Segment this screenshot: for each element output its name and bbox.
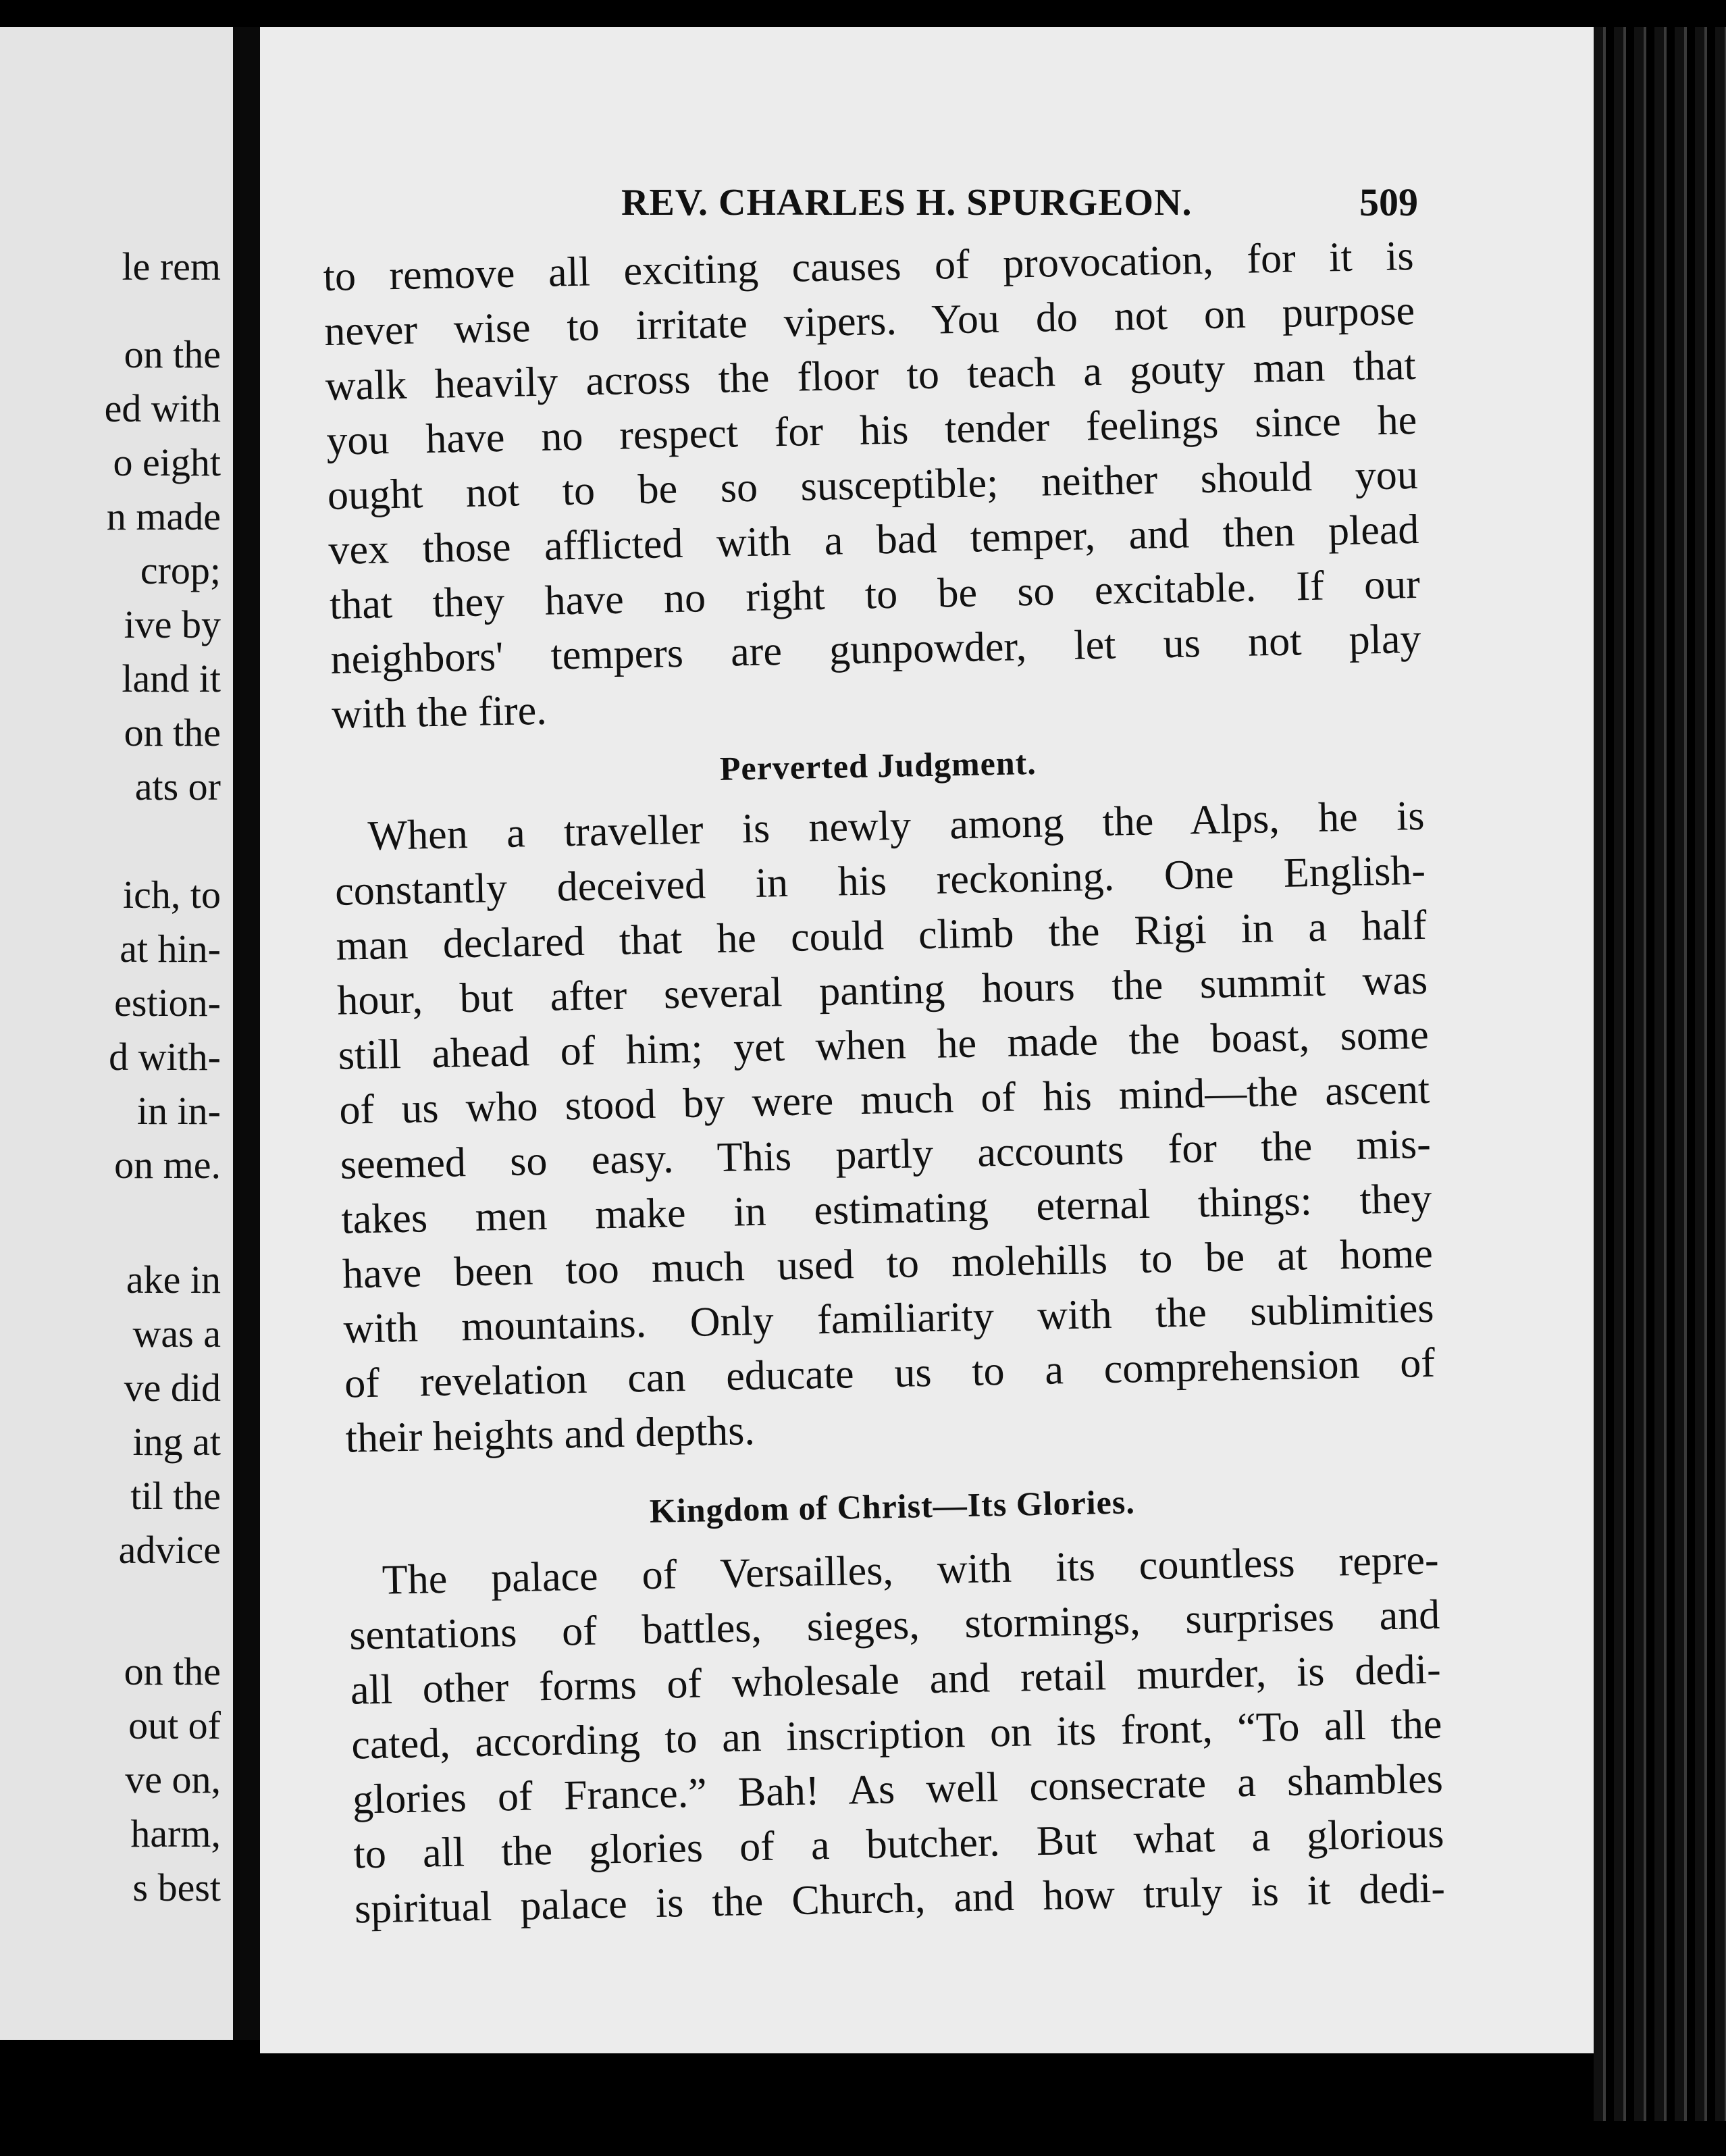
text-line: spiritual palace is the Church, and how truly is it dedi- xyxy=(354,1865,1446,1932)
left-page-line: was a xyxy=(132,1312,221,1356)
left-page-line: out of xyxy=(128,1703,221,1747)
text-line: to all the glories of a butcher. But what a glorious xyxy=(352,1810,1444,1878)
text-line: man declared that he could climb the Rigi in a half xyxy=(336,902,1428,969)
text-line: cated, according to an inscription on its front, “To all the xyxy=(350,1701,1442,1768)
left-page-line: on the xyxy=(124,1649,221,1693)
text-line: ought not to be so susceptible; neither should you xyxy=(327,451,1419,519)
text-line: neighbors' tempers are gunpowder, let us not play xyxy=(330,615,1422,683)
left-page-line: ve on, xyxy=(125,1757,221,1801)
left-page-line: on me. xyxy=(114,1143,221,1187)
left-page-line: le rem xyxy=(122,245,221,288)
text-line: to remove all exciting causes of provocation, for it is xyxy=(323,232,1415,300)
section-heading: Kingdom of Christ—Its Glories. xyxy=(649,1483,1136,1531)
page-header xyxy=(365,176,1418,230)
text-line: When a traveller is newly among the Alps, he is xyxy=(367,792,1426,859)
text-line: walk heavily across the floor to teach a gouty man that xyxy=(325,342,1417,409)
left-page-line: ve did xyxy=(124,1366,221,1410)
text-line: still ahead of him; yet when he made the boast, some xyxy=(338,1011,1430,1079)
text-line: of us who stood by were much of his mind—the ascent xyxy=(338,1066,1430,1133)
text-line: with the fire. xyxy=(331,687,548,738)
left-page-line: estion- xyxy=(114,981,221,1025)
left-page-line: n made xyxy=(106,494,221,538)
left-page-line: harm, xyxy=(130,1812,221,1855)
text-line: hour, but after several panting hours the summit was xyxy=(336,956,1428,1024)
left-page-line: ats or xyxy=(134,765,221,808)
left-page-line: on the xyxy=(124,711,221,754)
left-page-line: ake in xyxy=(126,1258,221,1302)
text-line: all other forms of wholesale and retail murder, is dedi- xyxy=(350,1646,1442,1714)
book-gutter xyxy=(233,27,260,2040)
text-line: sentations of battles, sieges, stormings, surprises and xyxy=(348,1591,1440,1659)
left-page-line: s best xyxy=(132,1866,221,1909)
section-heading: Perverted Judgment. xyxy=(719,743,1037,788)
text-line: glories of France.” Bah! As well consecrate a shambles xyxy=(352,1755,1444,1823)
text-line: vex those afflicted with a bad temper, and then plead xyxy=(328,506,1419,573)
left-page-line: o eight xyxy=(113,440,221,484)
body-text xyxy=(323,229,1446,1937)
left-page-line: at hin- xyxy=(120,927,221,971)
page-edges xyxy=(1594,27,1726,2121)
left-page-line: ive by xyxy=(124,602,221,646)
text-line: seemed so easy. This partly accounts for the mis- xyxy=(340,1121,1432,1188)
text-line: never wise to irritate vipers. You do not on purpose xyxy=(323,287,1415,355)
left-facing-page xyxy=(0,27,236,2040)
left-page-line: til the xyxy=(130,1474,221,1518)
left-page-line: ed with xyxy=(104,386,221,430)
page-number: 509 xyxy=(1359,180,1418,224)
text-line: have been too much used to molehills to be at home xyxy=(342,1230,1434,1298)
text-line: constantly deceived in his reckoning. One English- xyxy=(334,847,1426,915)
text-line: their heights and depths. xyxy=(345,1408,756,1462)
left-page-line: land it xyxy=(122,657,221,700)
left-page-line: on the xyxy=(124,332,221,376)
running-head: REV. CHARLES H. SPURGEON. xyxy=(621,182,1193,224)
text-line: The palace of Versailles, with its countless repre- xyxy=(382,1537,1440,1603)
text-line: with mountains. Only familiarity with the sublimities xyxy=(343,1285,1435,1352)
left-page-line: ing at xyxy=(132,1420,221,1464)
left-page-line: in in- xyxy=(136,1089,221,1133)
left-page-line: ich, to xyxy=(123,873,221,917)
left-page-line: d with- xyxy=(109,1035,221,1079)
text-line: takes men make in estimating eternal things: they xyxy=(340,1175,1432,1243)
text-line: of revelation can educate us to a comprehension of xyxy=(344,1339,1436,1407)
text-line: you have no respect for his tender feelings since he xyxy=(325,396,1417,464)
text-line: that they have no right to be so excitable. If our xyxy=(329,561,1421,628)
left-page-line: advice xyxy=(118,1528,221,1572)
left-page-line: crop; xyxy=(140,548,221,592)
